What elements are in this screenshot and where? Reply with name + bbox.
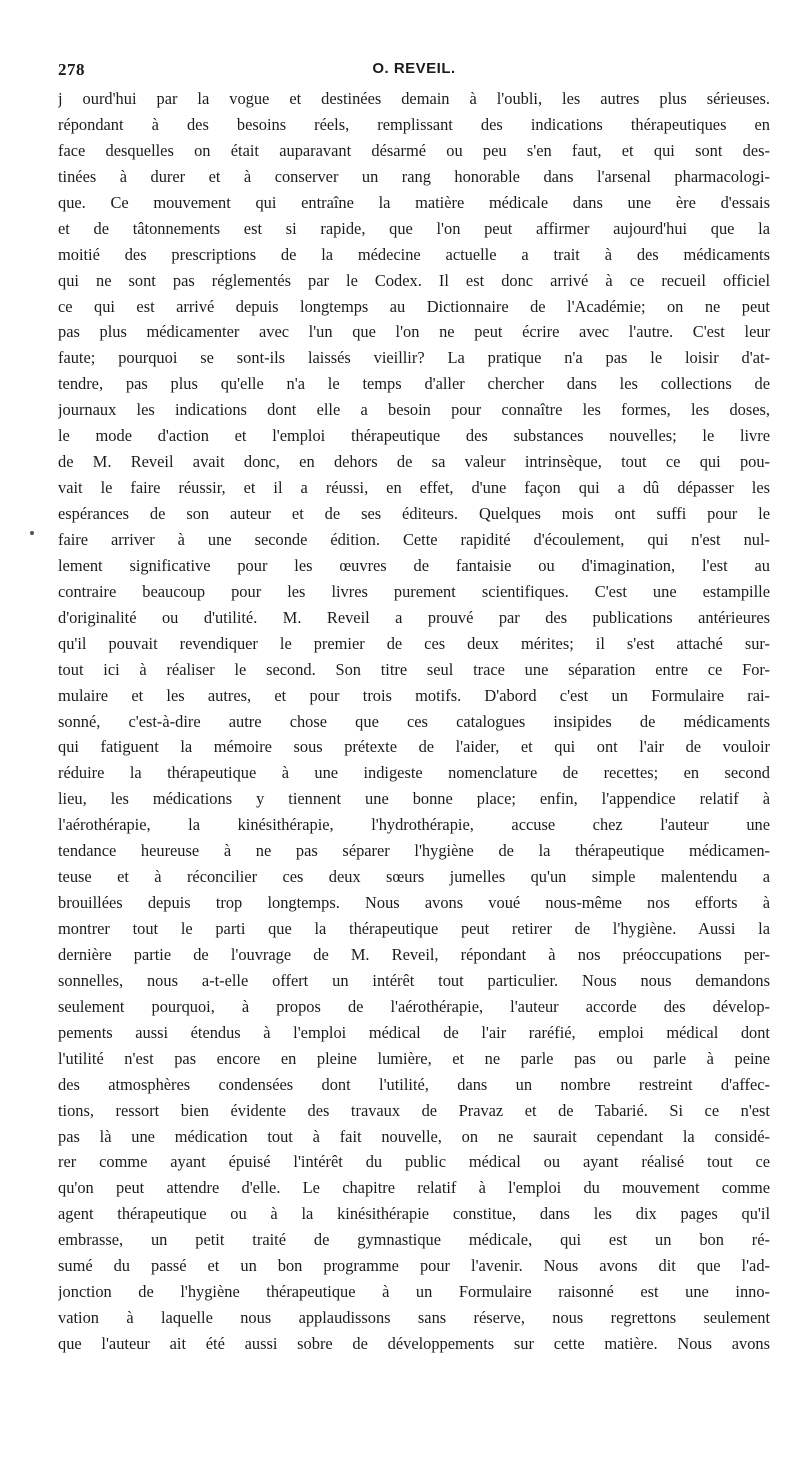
text-line: jonction de l'hygiène thérapeutique à un Formulaire raisonné est une inno- — [58, 1282, 770, 1302]
text-line: j ourd'hui par la vogue et destinées demain à l'oubli, les autres plus sérieuses. — [58, 89, 770, 108]
text-line: tout ici à réaliser le second. Son titre seul trace une séparation entre ce For- — [58, 659, 770, 679]
text-line: espérances de son auteur et de ses éditeurs. Quelques mois ont suffi pour le — [58, 504, 770, 523]
text-line: face desquelles on était auparavant désarmé ou peu s'en faut, et qui sont des- — [58, 140, 770, 160]
body-text — [58, 86, 770, 1357]
text-line: tions, ressort bien évidente des travaux de Pravaz et de Tabarié. Si ce n'est — [58, 1100, 770, 1120]
text-line: l'aérothérapie, la kinésithérapie, l'hydrothérapie, accuse chez l'auteur une — [58, 815, 770, 835]
text-line: vait le faire réussir, et il a réussi, en effet, d'une façon qui a dû dépasser les — [58, 478, 770, 498]
text-line: faute; pourquoi se sont-ils laissés vieillir? La pratique n'a pas le loisir d'at- — [58, 348, 770, 368]
text-line: qui fatiguent la mémoire sous prétexte de l'aider, et qui ont l'air de vouloir — [58, 737, 770, 757]
text-line: sumé du passé et un bon programme pour l'avenir. Nous avons dit que l'ad- — [58, 1256, 770, 1276]
text-line: que l'auteur ait été aussi sobre de développements sur cette matière. Nous avons — [58, 1334, 770, 1353]
text-line: pas plus médicamenter avec l'un que l'on ne peut écrire avec l'autre. C'est leur — [58, 322, 770, 342]
text-line: embrasse, un petit traité de gymnastique médicale, qui est un bon ré- — [58, 1230, 770, 1250]
text-line: pas là une médication tout à fait nouvelle, on ne saurait cependant la considé- — [58, 1126, 770, 1146]
text-line: brouillées depuis trop longtemps. Nous avons voué nous-même nos efforts à — [58, 893, 770, 913]
text-line: et de tâtonnements est si rapide, que l'on peut affirmer aujourd'hui que la — [58, 218, 770, 238]
text-line: tinées à durer et à conserver un rang honorable dans l'arsenal pharmacologi- — [58, 166, 770, 186]
text-line: moitié des prescriptions de la médecine actuelle a trait à des médicaments — [58, 244, 770, 264]
text-line: qu'il pouvait revendiquer le premier de ces deux mérites; il s'est attaché sur- — [58, 633, 770, 653]
text-line: montrer tout le parti que la thérapeutique peut retirer de l'hygiène. Aussi la — [58, 919, 770, 938]
text-line: le mode d'action et l'emploi thérapeutique des substances nouvelles; le livre — [58, 426, 770, 446]
text-line: que. Ce mouvement qui entraîne la matière médicale dans une ère d'essais — [58, 192, 770, 212]
text-line: réduire la thérapeutique à une indigeste nomenclature de recettes; en second — [58, 763, 770, 783]
text-line: journaux les indications dont elle a besoin pour connaître les formes, les doses, — [58, 400, 770, 420]
text-line: tendre, pas plus qu'elle n'a le temps d'aller chercher dans les collections de — [58, 374, 770, 394]
text-line: d'originalité ou d'utilité. M. Reveil a prouvé par des publications antérieures — [58, 607, 770, 627]
text-line: vation à laquelle nous applaudissons sans réserve, nous regrettons seulement — [58, 1308, 770, 1328]
text-line: l'utilité n'est pas encore en pleine lumière, et ne parle pas ou parle à peine — [58, 1048, 770, 1068]
text-line: de M. Reveil avait donc, en dehors de sa valeur intrinsèque, tout ce qui pou- — [58, 452, 770, 472]
text-line: lement significative pour les œuvres de fantaisie ou d'imagination, l'est au — [58, 555, 770, 575]
text-line: répondant à des besoins réels, remplissant des indications thérapeutiques en — [58, 114, 770, 134]
text-line: sonné, c'est-à-dire autre chose que ces catalogues insipides de médicaments — [58, 711, 770, 731]
text-line: lieu, les médications y tiennent une bonne place; enfin, l'appendice relatif à — [58, 789, 770, 809]
text-line: ce qui est arrivé depuis longtemps au Dictionnaire de l'Académie; on ne peut — [58, 296, 770, 316]
text-line: sonnelles, nous a-t-elle offert un intérêt tout particulier. Nous nous demandons — [58, 970, 770, 990]
text-line: qui ne sont pas réglementés par le Codex. Il est donc arrivé à ce recueil officiel — [58, 270, 770, 290]
running-title: O. REVEIL. — [372, 60, 456, 77]
running-head — [58, 56, 770, 86]
text-line: des atmosphères condensées dont l'utilité, dans un nombre restreint d'affec- — [58, 1074, 770, 1094]
margin-speck — [30, 531, 34, 535]
text-line: dernière partie de l'ouvrage de M. Reveil, répondant à nos préoccupations per- — [58, 944, 770, 964]
text-line: pements aussi étendus à l'emploi médical de l'air raréfié, emploi médical dont — [58, 1022, 770, 1042]
page-number: 278 — [58, 60, 85, 79]
text-line: rer comme ayant épuisé l'intérêt du public médical ou ayant réalisé tout ce — [58, 1152, 770, 1172]
text-line: tendance heureuse à ne pas séparer l'hygiène de la thérapeutique médicamen- — [58, 841, 770, 861]
book-page — [58, 56, 770, 1357]
text-line: mulaire et les autres, et pour trois motifs. D'abord c'est un Formulaire rai- — [58, 685, 770, 705]
text-line: qu'on peut attendre d'elle. Le chapitre relatif à l'emploi du mouvement comme — [58, 1178, 770, 1198]
text-line: teuse et à réconcilier ces deux sœurs jumelles qu'un simple malentendu a — [58, 867, 770, 887]
text-line: agent thérapeutique ou à la kinésithérapie constitue, dans les dix pages qu'il — [58, 1204, 770, 1224]
text-line: contraire beaucoup pour les livres purement scientifiques. C'est une estampille — [58, 581, 770, 601]
text-line: seulement pourquoi, à propos de l'aérothérapie, l'auteur accorde des dévelop- — [58, 996, 770, 1016]
text-line: faire arriver à une seconde édition. Cette rapidité d'écoulement, qui n'est nul- — [58, 529, 770, 549]
